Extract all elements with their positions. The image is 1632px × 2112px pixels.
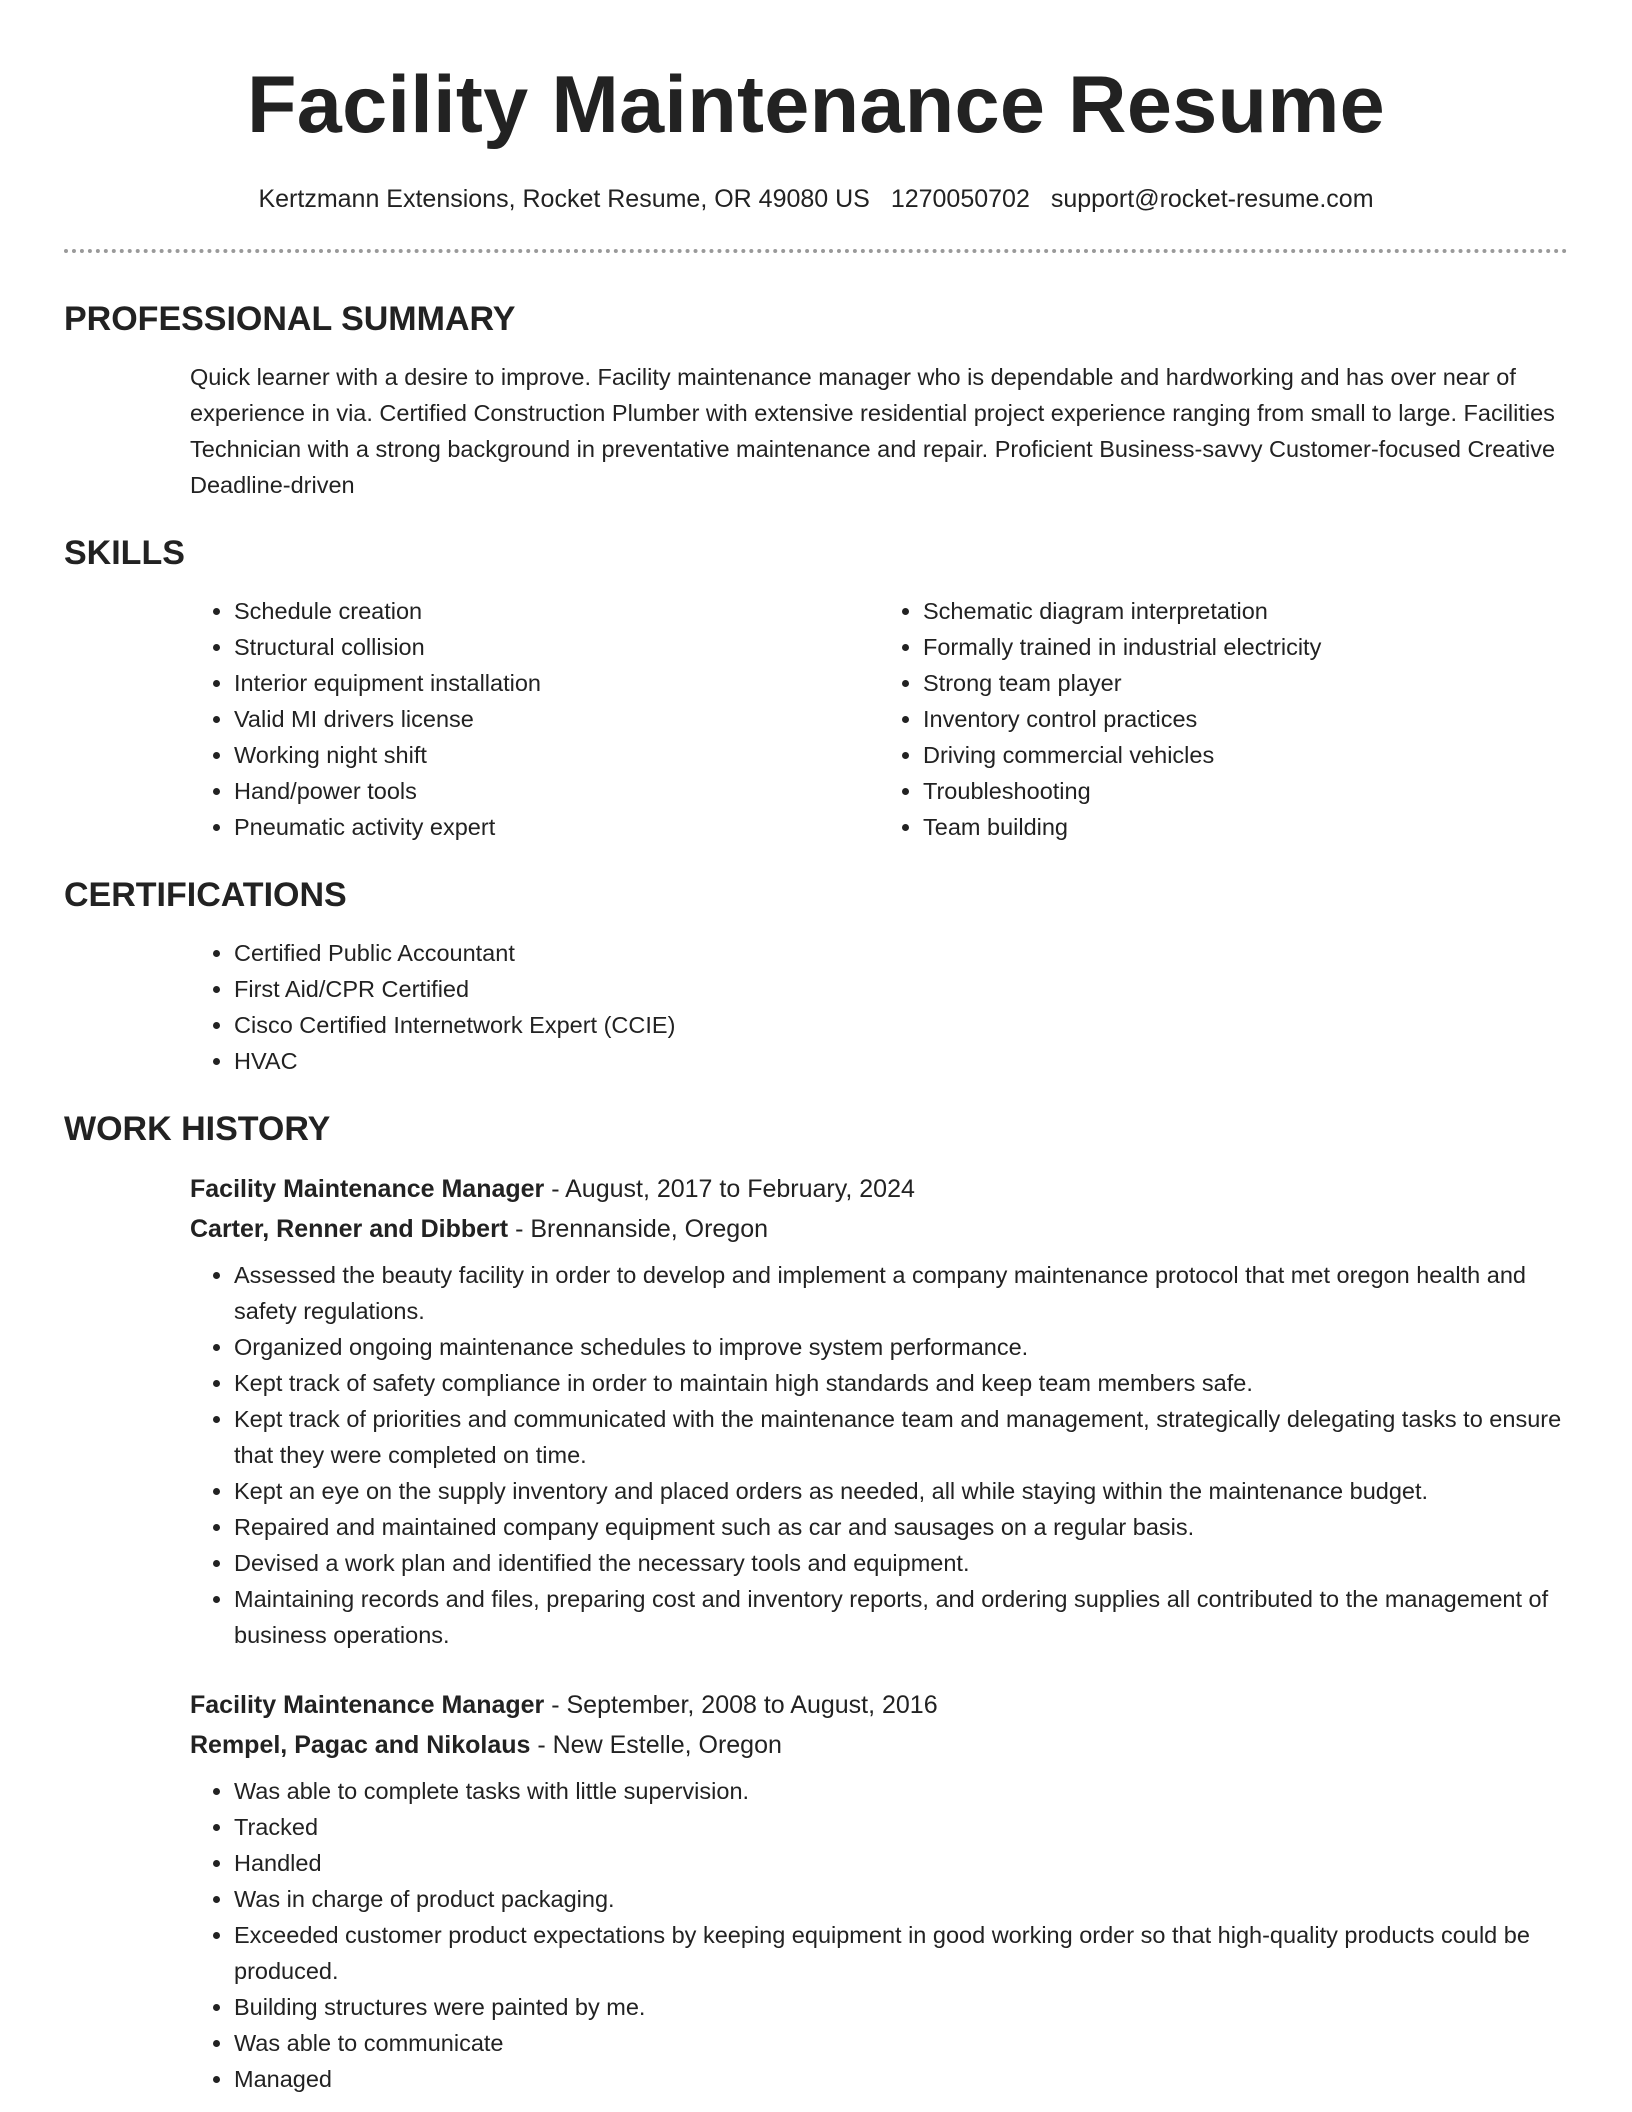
list-item: • Exceeded customer product expectations by keeping equipment in good working order so that high-quality products could be produced.: [234, 1917, 1568, 1989]
list-item: • Devised a work plan and identified the necessary tools and equipment.: [234, 1545, 1568, 1581]
contact-phone: 1270050702: [890, 185, 1030, 213]
list-item: • Repaired and maintained company equipment such as car and sausages on a regular basis.: [234, 1509, 1568, 1545]
job-dates: - September, 2008 to August, 2016: [544, 1691, 938, 1719]
certifications-heading: CERTIFICATIONS: [64, 876, 347, 914]
list-item: • Troubleshooting: [923, 773, 1568, 809]
list-item: • Was able to complete tasks with little supervision.: [234, 1773, 1568, 1809]
list-item: • Working night shift: [234, 737, 879, 773]
header-divider: [64, 249, 1568, 253]
job-title: Facility Maintenance Manager: [190, 1691, 545, 1719]
list-item: • Kept track of safety compliance in order to maintain high standards and keep team members safe.: [234, 1365, 1568, 1401]
contact-address: Kertzmann Extensions, Rocket Resume, OR 49080 US: [258, 185, 870, 213]
job-dates: - August, 2017 to February, 2024: [544, 1175, 915, 1203]
list-item: • Formally trained in industrial electricity: [923, 629, 1568, 665]
list-item: • Kept an eye on the supply inventory and placed orders as needed, all while staying within the maintenance budget.: [234, 1473, 1568, 1509]
list-item: • Schematic diagram interpretation: [923, 593, 1568, 629]
skills-grid: [190, 593, 1568, 845]
list-item: • Was able to communicate: [234, 2025, 1568, 2061]
skills-section: [64, 533, 1568, 845]
resume-title: Facility Maintenance Resume: [247, 60, 1385, 150]
summary-text: Quick learner with a desire to improve. Facility maintenance manager who is dependable and hardworking and has over near of experience in via. Certified Construction Plumber with extensive residential project experience ranging from small to large. Facilities Technician with a strong background in preventative maintenance and repair. Proficient Business-savvy Customer-focused Creative Deadline-driven: [190, 364, 1556, 498]
job-company-line: [190, 1209, 1568, 1249]
list-item: • First Aid/CPR Certified: [234, 971, 1568, 1007]
contact-line: [0, 183, 1632, 215]
list-item: • Certified Public Accountant: [234, 935, 1568, 971]
list-item: • Assessed the beauty facility in order to develop and implement a company maintenance protocol that met oregon health and safety regulations.: [234, 1257, 1568, 1329]
job-location: - Brennanside, Oregon: [508, 1215, 769, 1243]
list-item: • Driving commercial vehicles: [923, 737, 1568, 773]
job-bullets: [190, 1773, 1568, 2097]
skills-list-left: [190, 593, 879, 845]
list-item: • Building structures were painted by me.: [234, 1989, 1568, 2025]
list-item: • Schedule creation: [234, 593, 879, 629]
job-company: Carter, Renner and Dibbert: [190, 1215, 509, 1243]
list-item: • Strong team player: [923, 665, 1568, 701]
list-item: • Hand/power tools: [234, 773, 879, 809]
skills-heading: SKILLS: [64, 534, 185, 572]
list-item: • Valid MI drivers license: [234, 701, 879, 737]
contact-email[interactable]: support@rocket-resume.com: [1050, 185, 1374, 213]
list-item: • Pneumatic activity expert: [234, 809, 879, 845]
list-item: • Structural collision: [234, 629, 879, 665]
list-item: • Handled: [234, 1845, 1568, 1881]
list-item: • Tracked: [234, 1809, 1568, 1845]
list-item: • Interior equipment installation: [234, 665, 879, 701]
job-title-line: [190, 1169, 1568, 1209]
work-history-body: [190, 1169, 1568, 2097]
certifications-body: [190, 935, 1568, 1079]
certifications-list: [190, 935, 1568, 1079]
list-item: • Team building: [923, 809, 1568, 845]
summary-heading: PROFESSIONAL SUMMARY: [64, 300, 516, 338]
job-entry: [190, 1685, 1568, 2097]
list-item: • Organized ongoing maintenance schedules to improve system performance.: [234, 1329, 1568, 1365]
list-item: • Inventory control practices: [923, 701, 1568, 737]
skills-list-right: [879, 593, 1568, 845]
work-history-section: [64, 1109, 1568, 2097]
job-entry: [190, 1169, 1568, 1653]
list-item: • Was in charge of product packaging.: [234, 1881, 1568, 1917]
summary-section: [64, 299, 1568, 503]
job-bullets: [190, 1257, 1568, 1653]
job-title-line: [190, 1685, 1568, 1725]
list-item: • Kept track of priorities and communicated with the maintenance team and management, strategically delegating tasks to ensure that they were completed on time.: [234, 1401, 1568, 1473]
job-location: - New Estelle, Oregon: [530, 1731, 782, 1759]
certifications-section: [64, 875, 1568, 1079]
list-item: • Managed: [234, 2061, 1568, 2097]
list-item: • Maintaining records and files, preparing cost and inventory reports, and ordering supplies all contributed to the management of business operations.: [234, 1581, 1568, 1653]
work-history-heading: WORK HISTORY: [64, 1110, 331, 1148]
job-company: Rempel, Pagac and Nikolaus: [190, 1731, 531, 1759]
job-title: Facility Maintenance Manager: [190, 1175, 545, 1203]
list-item: • HVAC: [234, 1043, 1568, 1079]
job-company-line: [190, 1725, 1568, 1765]
list-item: • Cisco Certified Internetwork Expert (CCIE): [234, 1007, 1568, 1043]
